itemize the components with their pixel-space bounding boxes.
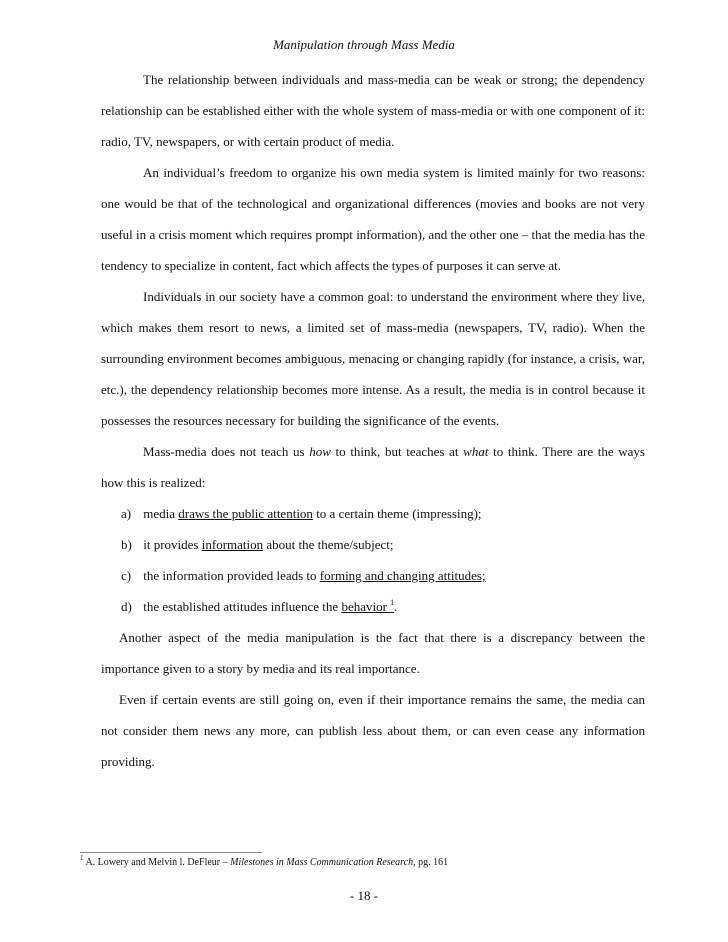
paragraph-4 <box>101 436 645 498</box>
list-item-d-post: . <box>394 599 398 614</box>
list-item-b-post: about the theme/subject; <box>263 537 394 552</box>
paragraph-4-text-c: to think. There are the ways how this is realized: <box>101 444 645 490</box>
paragraph-3: Individuals in our society have a common goal: to understand the environment where they live, which makes them resort to news, a limited set of mass-media (newspapers, TV, radio). When the surrounding environment becomes ambiguous, menacing or changing rapidly (for instance, a crisis, war, etc.), the dependency relationship becomes more intense. As a result, the media is in control because it possesses the resources necessary for building the significance of the events. <box>101 289 645 428</box>
paragraph-6: Even if certain events are still going on, even if their importance remains the same, the media can not consider them news any more, can publish less about them, or can even cease any information providing. <box>101 692 645 769</box>
footnote-text-post: , pg. 161 <box>413 857 449 868</box>
footnote-book-title: Milestones in Mass Communication Research <box>230 857 414 868</box>
paragraph-1: The relationship between individuals and mass-media can be weak or strong; the dependency relationship can be established either with the whole system of mass-media or with one component of it: radio, TV, newspapers, or with certain product of media. <box>101 72 645 149</box>
paragraph-2: An individual’s freedom to organize his own media system is limited mainly for two reasons: one would be that of the technological and organizational differences (movies and books are not very useful in a crisis moment which requires prompt information), and the other one – that the media has the tendency to specialize in content, fact which affects the types of purposes it can serve at. <box>101 165 645 273</box>
list-item-d-underlined <box>341 599 394 614</box>
emphasis-how: how <box>309 444 331 459</box>
list-item-c-underlined: forming and changing attitudes; <box>319 568 486 583</box>
list-item-d <box>101 591 645 622</box>
footnote <box>80 854 449 868</box>
list-item-b-underlined: information <box>201 537 264 552</box>
list-label-b: b) <box>121 537 132 552</box>
list-item-d-pre: the established attitudes influence the <box>143 599 342 614</box>
footnote-text-pre: A. Lowery and Melvin l. DeFleur – <box>83 857 231 868</box>
footnote-separator <box>80 852 262 853</box>
paragraph-5: Another aspect of the media manipulation is the fact that there is a discrepancy between the importance given to a story by media and its real importance. <box>101 630 645 676</box>
emphasis-what: what <box>463 444 489 459</box>
list-label-d: d) <box>121 599 132 614</box>
list-item-c <box>101 560 645 591</box>
footnote-number: 1 <box>80 854 84 862</box>
list-label-c: c) <box>121 568 132 583</box>
list-item-d-underlined-text: behavior <box>341 599 391 614</box>
list-item-c-pre: the information provided leads to <box>143 568 320 583</box>
paragraph-4-text-b: to think, but teaches at <box>330 444 464 459</box>
list-item-b <box>101 529 645 560</box>
list-label-a: a) <box>121 506 132 521</box>
page-number: - 18 - <box>349 888 379 903</box>
footnote-reference[interactable]: 1 <box>390 598 395 607</box>
ways-list <box>101 498 645 622</box>
body-text <box>101 64 645 777</box>
list-item-a-post: to a certain theme (impressing); <box>312 506 482 521</box>
list-item-a <box>101 498 645 529</box>
list-item-b-pre: it provides <box>143 537 202 552</box>
running-header: Manipulation through Mass Media <box>273 37 455 52</box>
paragraph-4-text-a: Mass-media does not teach us <box>143 444 310 459</box>
list-item-a-pre: media <box>143 506 179 521</box>
list-item-a-underlined: draws the public attention <box>178 506 313 521</box>
